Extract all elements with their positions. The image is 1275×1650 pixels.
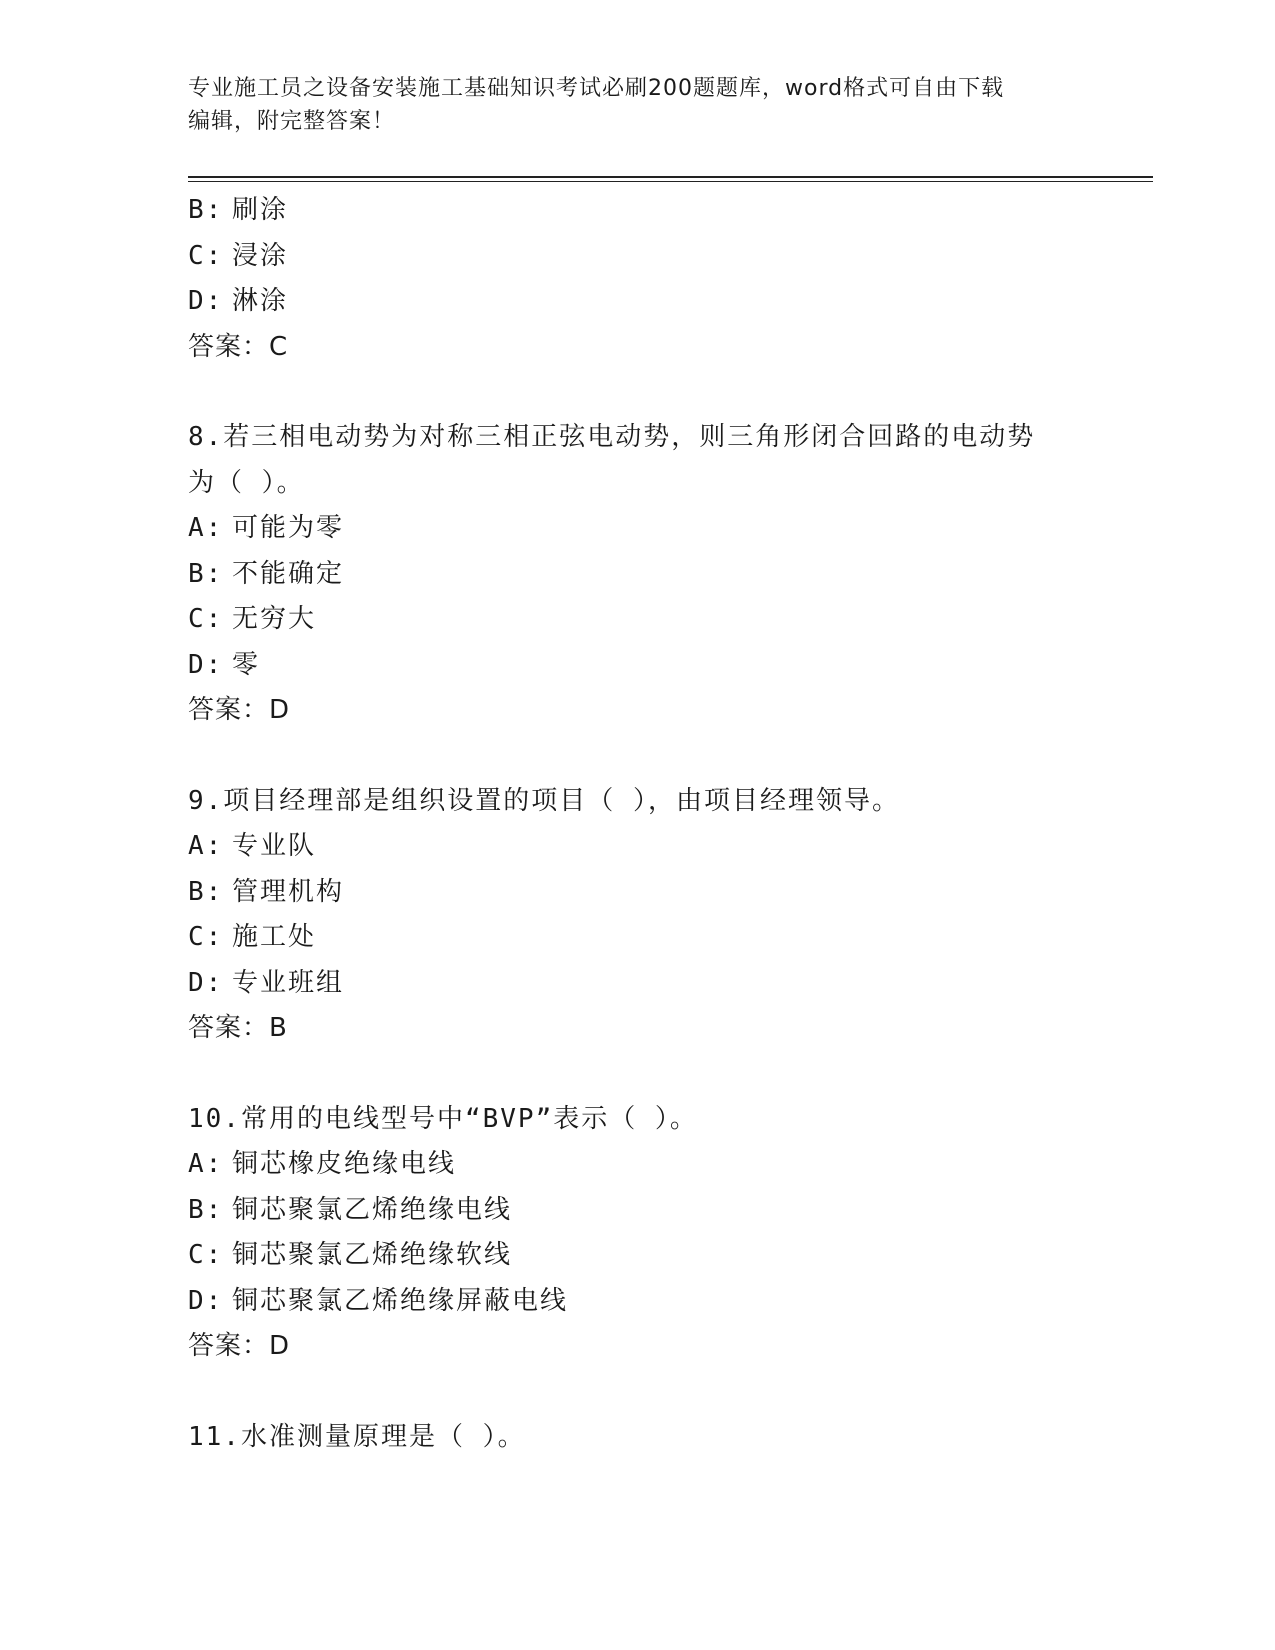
option-text: 铜芯聚氯乙烯绝缘软线 <box>232 1240 513 1270</box>
option-text: 浸涂 <box>232 240 289 271</box>
option-letter: A: <box>188 513 224 543</box>
option-text: 零 <box>232 649 261 680</box>
spacer <box>188 1370 1088 1415</box>
option-text: 专业队 <box>232 831 317 861</box>
question-stem-continued: 为（ ）。 <box>188 467 305 498</box>
option-text: 施工处 <box>232 922 317 952</box>
option-text: 管理机构 <box>232 876 345 907</box>
answer-line: 答案：C <box>188 331 289 362</box>
option-letter: D: <box>188 649 224 680</box>
question-9 <box>188 779 1088 1052</box>
option-text: 可能为零 <box>232 513 345 543</box>
option-letter: B: <box>188 195 224 225</box>
option-letter: D: <box>188 967 224 998</box>
option-letter: B: <box>188 558 224 589</box>
spacer <box>188 370 1088 415</box>
option-text: 不能确定 <box>232 558 345 589</box>
header-title-line2: 编辑，附完整答案！ <box>188 109 396 134</box>
option-letter: C: <box>188 1240 224 1270</box>
option-text: 刷涂 <box>232 195 289 225</box>
option-letter: B: <box>188 876 224 907</box>
option-c <box>188 597 1088 643</box>
option-d <box>188 279 1088 325</box>
option-b <box>188 870 1088 916</box>
spacer <box>188 734 1088 779</box>
option-text: 铜芯橡皮绝缘电线 <box>232 1149 457 1179</box>
option-text: 专业班组 <box>232 967 345 998</box>
option-a <box>188 506 1088 552</box>
question-stem: 9.项目经理部是组织设置的项目（ ），由项目经理领导。 <box>188 785 900 816</box>
question-list <box>188 188 1088 1460</box>
question-8 <box>188 415 1088 734</box>
answer-line: 答案：D <box>188 1331 291 1361</box>
option-b <box>188 1188 1088 1234</box>
option-a <box>188 824 1088 870</box>
option-c <box>188 915 1088 961</box>
option-letter: A: <box>188 1149 224 1179</box>
question-stem: 11.水准测量原理是（ ）。 <box>188 1421 526 1452</box>
option-letter: A: <box>188 831 224 861</box>
answer-line: 答案：B <box>188 1013 288 1043</box>
header-divider <box>188 176 1153 182</box>
option-letter: D: <box>188 286 224 316</box>
option-text: 铜芯聚氯乙烯绝缘屏蔽电线 <box>232 1285 569 1316</box>
option-d <box>188 643 1088 689</box>
question-stem: 8.若三相电动势为对称三相正弦电动势，则三角形闭合回路的电动势 <box>188 422 1036 452</box>
header-title-line1: 专业施工员之设备安装施工基础知识考试必刷200题题库，word格式可自由下载 <box>188 76 1005 101</box>
option-letter: C: <box>188 240 224 271</box>
option-text: 无穷大 <box>232 604 317 634</box>
question-11 <box>188 1415 1088 1461</box>
option-b <box>188 552 1088 598</box>
option-letter: B: <box>188 1194 224 1225</box>
option-c <box>188 234 1088 280</box>
option-d <box>188 961 1088 1007</box>
option-text: 铜芯聚氯乙烯绝缘电线 <box>232 1194 513 1225</box>
option-letter: C: <box>188 604 224 634</box>
option-c <box>188 1233 1088 1279</box>
option-letter: C: <box>188 922 224 952</box>
option-d <box>188 1279 1088 1325</box>
option-letter: D: <box>188 1285 224 1316</box>
question-stem: 10.常用的电线型号中“BVP”表示（ ）。 <box>188 1103 698 1134</box>
option-a <box>188 1142 1088 1188</box>
option-b <box>188 188 1088 234</box>
question-7-tail <box>188 188 1088 370</box>
spacer <box>188 1052 1088 1097</box>
option-text: 淋涂 <box>232 286 289 316</box>
document-header <box>188 72 1088 138</box>
question-10 <box>188 1097 1088 1370</box>
answer-line: 答案：D <box>188 695 291 725</box>
